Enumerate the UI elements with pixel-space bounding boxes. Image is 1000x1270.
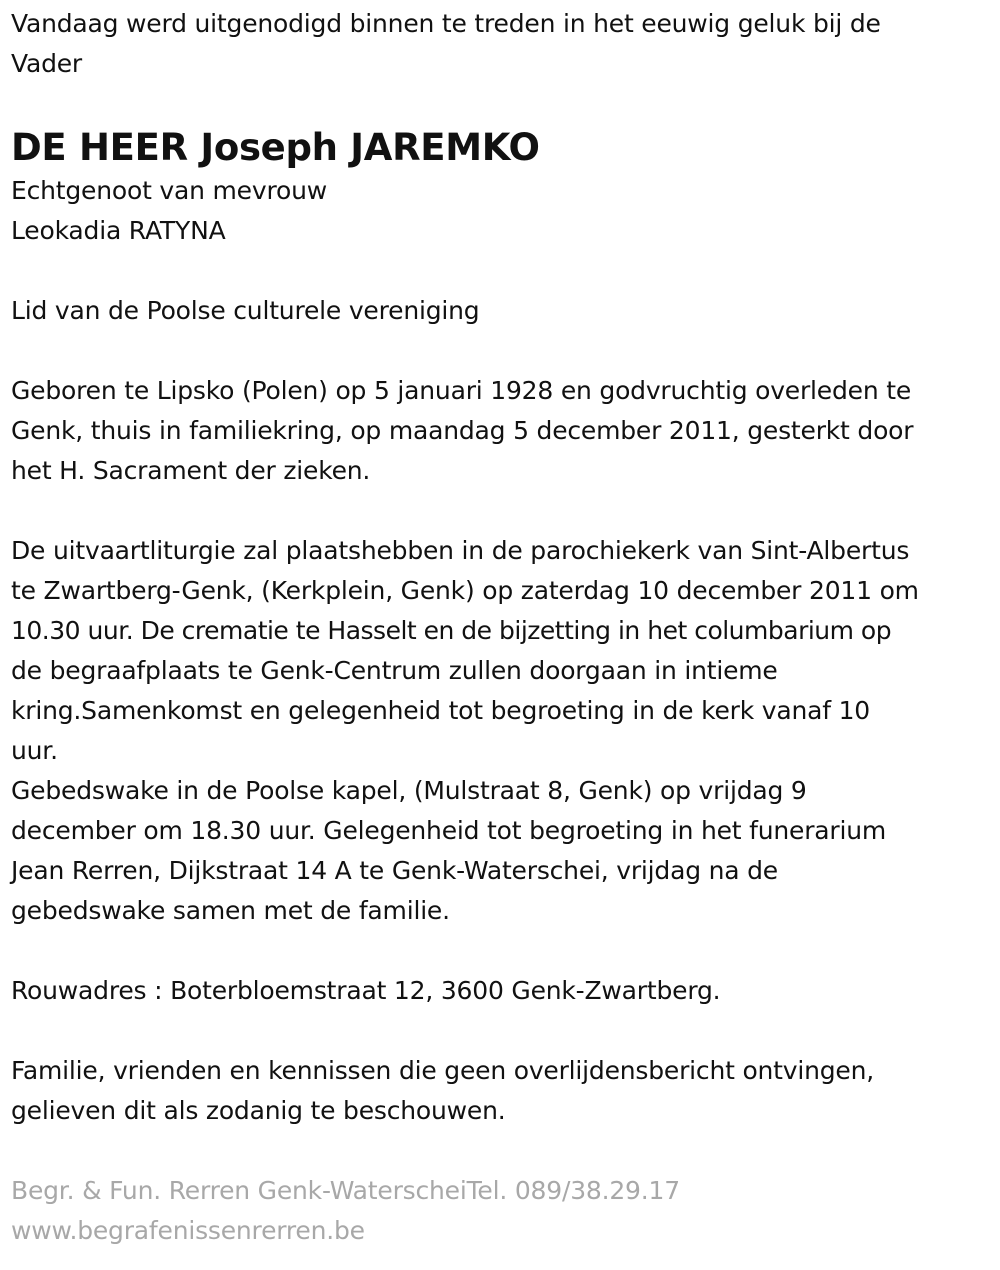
spacer bbox=[11, 1131, 996, 1171]
funeral-line-3: 10.30 uur. De crematie te Hasselt en de bijzetting in het columbarium op bbox=[11, 616, 892, 645]
wake-line-2: december om 18.30 uur. Gelegenheid tot begroeting in het funerarium bbox=[11, 816, 887, 845]
wake-line-4: gebedswake samen met de familie. bbox=[11, 896, 450, 925]
funeral-line-5: kring.Samenkomst en gelegenheid tot begroeting in de kerk vanaf 10 bbox=[11, 696, 870, 725]
mourning-address: Rouwadres : Boterbloemstraat 12, 3600 Genk-Zwartberg. bbox=[11, 976, 721, 1005]
notice-line-1: Familie, vrienden en kennissen die geen overlijdensbericht ontvingen, bbox=[11, 1056, 875, 1085]
notice-line-2: gelieven dit als zodanig te beschouwen. bbox=[11, 1096, 506, 1125]
funeral-line-4: de begraafplaats te Genk-Centrum zullen doorgaan in intieme bbox=[11, 656, 778, 685]
wake-line-3: Jean Rerren, Dijkstraat 14 A te Genk-Waterschei, vrijdag na de bbox=[11, 856, 778, 885]
spacer bbox=[11, 331, 996, 371]
funeral-home-contact: Begr. & Fun. Rerren Genk-WaterscheiTel. 089/38.29.17 bbox=[11, 1176, 680, 1205]
spacer bbox=[11, 931, 996, 971]
obituary-document bbox=[11, 4, 996, 1251]
funeral-home-website[interactable]: www.begrafenissenrerren.be bbox=[11, 1216, 365, 1245]
spouse-line-1: Echtgenoot van mevrouw bbox=[11, 176, 327, 205]
spouse-line-2: Leokadia RATYNA bbox=[11, 216, 226, 245]
funeral-line-1: De uitvaartliturgie zal plaatshebben in de parochiekerk van Sint-Albertus bbox=[11, 536, 910, 565]
spacer bbox=[11, 491, 996, 531]
birth-death-line-1: Geboren te Lipsko (Polen) op 5 januari 1928 en godvruchtig overleden te bbox=[11, 376, 912, 405]
birth-death-line-3: het H. Sacrament der zieken. bbox=[11, 456, 371, 485]
birth-death-line-2: Genk, thuis in familiekring, op maandag 5 december 2011, gesterkt door bbox=[11, 416, 914, 445]
funeral-line-2: te Zwartberg-Genk, (Kerkplein, Genk) op zaterdag 10 december 2011 om bbox=[11, 576, 919, 605]
membership-text: Lid van de Poolse culturele vereniging bbox=[11, 296, 480, 325]
wake-line-1: Gebedswake in de Poolse kapel, (Mulstraat 8, Genk) op vrijdag 9 bbox=[11, 776, 807, 805]
deceased-name: DE HEER Joseph JAREMKO bbox=[11, 126, 540, 169]
funeral-line-6: uur. bbox=[11, 736, 58, 765]
spacer bbox=[11, 251, 996, 291]
intro-line-2: Vader bbox=[11, 49, 83, 78]
intro-line-1: Vandaag werd uitgenodigd binnen te treden in het eeuwig geluk bij de bbox=[11, 9, 881, 38]
spacer bbox=[11, 1011, 996, 1051]
